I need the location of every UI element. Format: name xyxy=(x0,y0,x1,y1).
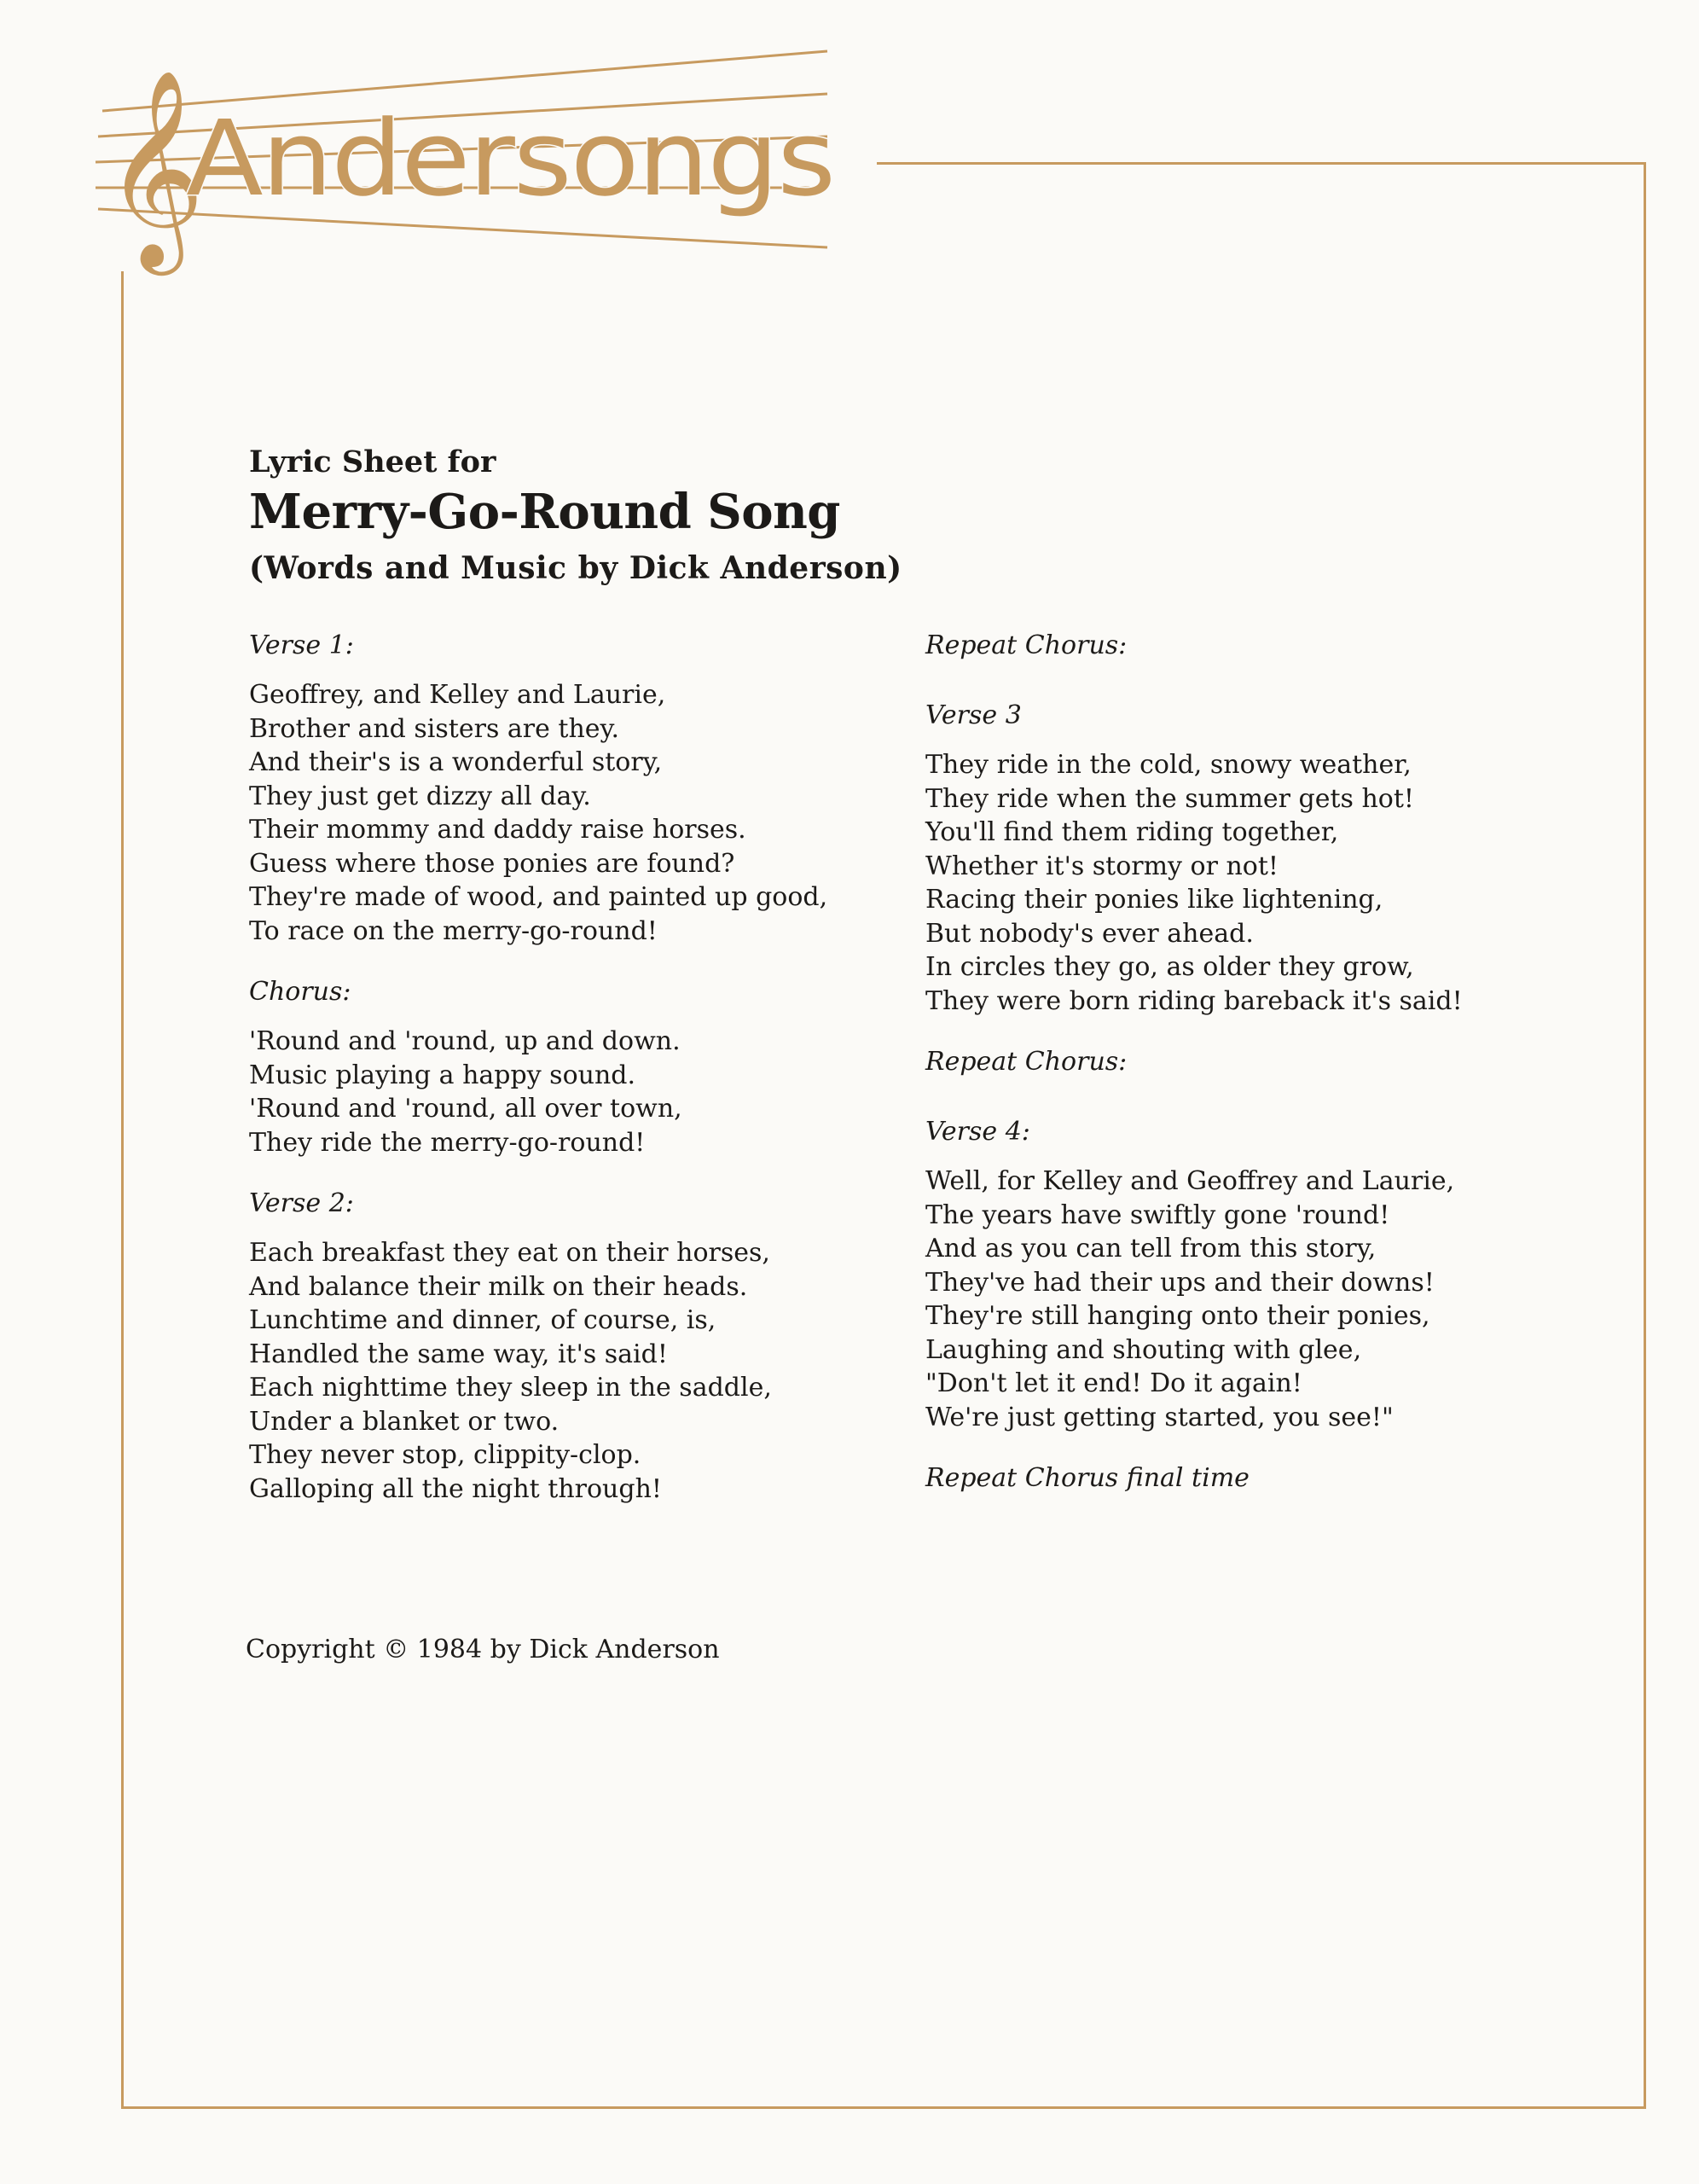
lyric-line: They never stop, clippity-clop. xyxy=(249,1440,641,1470)
left-column xyxy=(249,629,897,1533)
lyric-line: Well, for Kelley and Geoffrey and Laurie, xyxy=(925,1166,1455,1196)
verse-2 xyxy=(249,1187,897,1506)
frame-left-border xyxy=(121,271,124,2109)
lyric-line: They were born riding bareback it's said! xyxy=(925,985,1463,1016)
svg-text:𝄞: 𝄞 xyxy=(104,68,206,267)
lyric-line: And balance their milk on their heads. xyxy=(249,1271,748,1302)
copyright-notice: Copyright © 1984 by Dick Anderson xyxy=(246,1635,720,1664)
lyric-line: Their mommy and daddy raise horses. xyxy=(249,815,746,845)
lyric-line: Whether it's stormy or not! xyxy=(925,851,1279,881)
verse-4 xyxy=(925,1115,1625,1434)
svg-text:Andersongs: Andersongs xyxy=(186,98,834,219)
lyric-line: 'Round and 'round, all over town, xyxy=(249,1094,682,1124)
verse-1-heading: Verse 1: xyxy=(249,630,354,660)
lyric-line: Racing their ponies like lightening, xyxy=(925,885,1383,915)
frame-right-border xyxy=(1644,162,1646,2109)
repeat-chorus-label: Repeat Chorus: xyxy=(925,1047,1128,1077)
logo-wordmark xyxy=(186,98,834,219)
lyric-line: You'll find them riding together, xyxy=(925,817,1339,847)
verse-3-heading: Verse 3 xyxy=(925,700,1022,730)
lyric-line: To race on the merry-go-round! xyxy=(249,915,658,946)
lyric-line: Each breakfast they eat on their horses, xyxy=(249,1238,770,1268)
lyric-line: They ride the merry-go-round! xyxy=(249,1127,646,1158)
lyric-line: They ride in the cold, snowy weather, xyxy=(925,750,1412,780)
verse-2-heading: Verse 2: xyxy=(249,1188,354,1218)
repeat-chorus-final-label: Repeat Chorus final time xyxy=(925,1463,1250,1493)
lyric-line: Music playing a happy sound. xyxy=(249,1060,636,1090)
lyric-line: They just get dizzy all day. xyxy=(249,781,591,811)
verse-4-heading: Verse 4: xyxy=(925,1117,1030,1147)
lyric-line: Lunchtime and dinner, of course, is, xyxy=(249,1305,716,1335)
lyric-line: And as you can tell from this story, xyxy=(925,1234,1377,1263)
lyric-line: Galloping all the night through! xyxy=(249,1473,662,1504)
title-block xyxy=(249,444,1102,592)
lyric-line: But nobody's ever ahead. xyxy=(925,918,1254,949)
lyric-line: They ride when the summer gets hot! xyxy=(925,783,1414,814)
song-credits: (Words and Music by Dick Anderson) xyxy=(249,550,902,586)
chorus-heading: Chorus: xyxy=(249,977,351,1007)
chorus xyxy=(249,975,897,1159)
lyric-line: Guess where those ponies are found? xyxy=(249,848,735,879)
lyric-line: "Don't let it end! Do it again! xyxy=(925,1368,1302,1398)
frame-bottom-border xyxy=(121,2106,1646,2109)
frame-top-border xyxy=(877,162,1646,165)
lyric-line: Laughing and shouting with glee, xyxy=(925,1334,1362,1365)
song-title: Merry-Go-Round Song xyxy=(249,484,840,540)
andersongs-logo xyxy=(85,43,853,282)
verse-1 xyxy=(249,629,897,948)
sheet-subtitle: Lyric Sheet for xyxy=(249,444,496,479)
lyric-line: Brother and sisters are they. xyxy=(249,713,620,744)
lyric-line: Under a blanket or two. xyxy=(249,1406,560,1437)
right-column xyxy=(925,629,1625,1511)
repeat-chorus-label: Repeat Chorus: xyxy=(925,630,1128,660)
lyric-line: Handled the same way, it's said! xyxy=(249,1339,668,1369)
lyric-line: They've had their ups and their downs! xyxy=(925,1267,1435,1298)
lyric-line: Geoffrey, and Kelley and Laurie, xyxy=(249,680,666,710)
lyric-line: They're made of wood, and painted up good, xyxy=(249,882,828,912)
lyric-line: They're still hanging onto their ponies, xyxy=(925,1301,1430,1331)
lyric-line: Each nighttime they sleep in the saddle, xyxy=(249,1373,772,1403)
lyric-line: 'Round and 'round, up and down. xyxy=(249,1026,681,1056)
lyric-line: The years have swiftly gone 'round! xyxy=(925,1199,1390,1230)
lyric-line: And their's is a wonderful story, xyxy=(249,747,663,777)
verse-3 xyxy=(925,699,1625,1018)
lyric-line: In circles they go, as older they grow, xyxy=(925,952,1414,982)
lyric-line: We're just getting started, you see!" xyxy=(925,1402,1394,1432)
